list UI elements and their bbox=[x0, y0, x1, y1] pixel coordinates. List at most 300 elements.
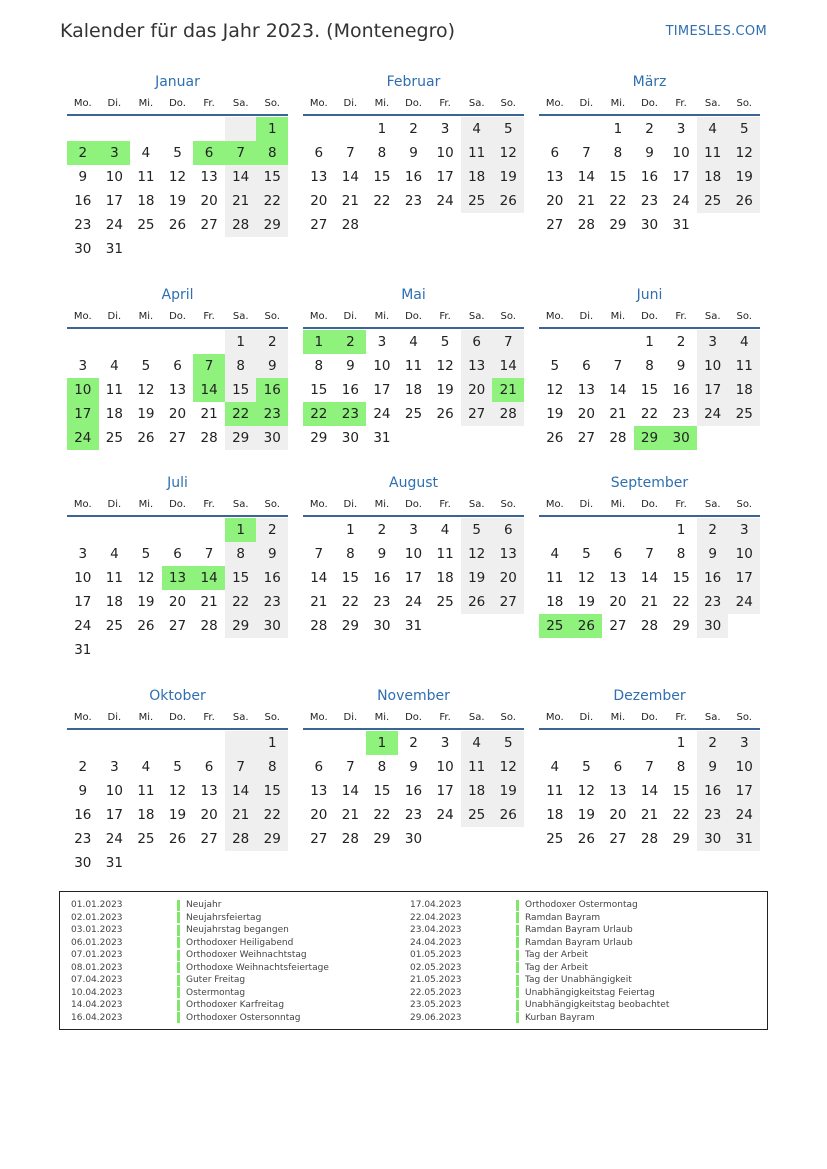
day-cell: 28 bbox=[640, 831, 659, 847]
empty-cell bbox=[225, 731, 257, 755]
week-row bbox=[67, 590, 288, 614]
day-cell: 17 bbox=[436, 783, 454, 799]
day-cell: 18 bbox=[461, 779, 493, 803]
empty-cell bbox=[193, 638, 225, 662]
week-row bbox=[539, 779, 760, 803]
day-cell: 15 bbox=[256, 779, 288, 803]
day-cell: 21 bbox=[310, 594, 328, 610]
day-cell: 15 bbox=[341, 570, 359, 586]
legend-holiday-name: Ramdan Bayram Urlaub bbox=[525, 937, 633, 948]
empty-cell bbox=[303, 117, 335, 141]
day-cell: 3 bbox=[697, 330, 729, 354]
day-cell: 22 bbox=[341, 594, 359, 610]
empty-cell bbox=[130, 638, 162, 662]
day-cell: 25 bbox=[539, 614, 571, 638]
day-cell: 1 bbox=[225, 330, 257, 354]
day-cell: 26 bbox=[571, 614, 603, 638]
empty-cell bbox=[398, 426, 430, 450]
day-cell: 18 bbox=[137, 193, 155, 209]
day-cell: 25 bbox=[105, 618, 123, 634]
day-cell: 30 bbox=[74, 241, 92, 257]
day-cell: 12 bbox=[461, 542, 493, 566]
weekday-label: Sa. bbox=[468, 711, 485, 723]
day-cell: 26 bbox=[461, 590, 493, 614]
day-cell: 28 bbox=[225, 827, 257, 851]
day-cell: 10 bbox=[74, 570, 92, 586]
day-cell: 5 bbox=[582, 546, 591, 562]
day-cell: 18 bbox=[546, 807, 564, 823]
day-cell: 16 bbox=[341, 382, 359, 398]
day-cell: 25 bbox=[105, 430, 123, 446]
day-cell: 20 bbox=[461, 378, 493, 402]
day-cell: 18 bbox=[461, 165, 493, 189]
day-cell: 11 bbox=[137, 169, 155, 185]
weekday-label: Fr. bbox=[439, 97, 451, 109]
empty-cell bbox=[225, 638, 257, 662]
week-row bbox=[539, 755, 760, 779]
week-row bbox=[303, 803, 524, 827]
day-cell: 27 bbox=[609, 831, 627, 847]
day-cell: 21 bbox=[640, 807, 659, 823]
legend-date: 03.01.2023 bbox=[71, 925, 123, 936]
day-cell: 17 bbox=[404, 570, 423, 586]
week-row bbox=[303, 165, 524, 189]
week-row bbox=[67, 354, 288, 378]
day-cell: 1 bbox=[377, 121, 387, 137]
day-cell: 27 bbox=[461, 402, 493, 426]
day-cell: 12 bbox=[168, 169, 187, 185]
legend-date: 01.05.2023 bbox=[410, 950, 462, 961]
day-cell: 6 bbox=[314, 759, 324, 775]
day-cell: 28 bbox=[200, 430, 218, 446]
day-cell: 13 bbox=[162, 566, 194, 590]
empty-cell bbox=[130, 330, 162, 354]
day-cell: 18 bbox=[546, 594, 564, 610]
empty-cell bbox=[492, 614, 524, 638]
day-cell: 11 bbox=[404, 358, 423, 374]
day-cell: 28 bbox=[640, 618, 659, 634]
weekday-label: Mi. bbox=[610, 498, 626, 510]
day-cell: 3 bbox=[409, 522, 418, 538]
day-cell: 6 bbox=[613, 759, 623, 775]
day-cell: 11 bbox=[436, 546, 454, 562]
legend-holiday-name: Guter Freitag bbox=[186, 975, 246, 986]
day-cell: 23 bbox=[640, 193, 659, 209]
week-row bbox=[539, 402, 760, 426]
day-cell: 24 bbox=[697, 402, 729, 426]
day-cell: 11 bbox=[461, 755, 493, 779]
day-cell: 12 bbox=[168, 783, 187, 799]
day-cell: 12 bbox=[728, 141, 760, 165]
day-cell: 8 bbox=[377, 145, 387, 161]
day-cell: 19 bbox=[728, 165, 760, 189]
day-cell: 11 bbox=[546, 570, 564, 586]
day-cell: 16 bbox=[640, 169, 659, 185]
day-cell: 14 bbox=[341, 169, 359, 185]
day-cell: 13 bbox=[461, 354, 493, 378]
day-cell: 8 bbox=[346, 546, 355, 562]
legend-date: 22.04.2023 bbox=[410, 912, 462, 923]
empty-cell bbox=[193, 851, 225, 875]
weekday-label: Do. bbox=[641, 498, 658, 510]
day-cell: 19 bbox=[168, 807, 187, 823]
weekday-label: Mi. bbox=[374, 310, 390, 322]
legend-color-marker bbox=[516, 1012, 519, 1023]
day-cell: 10 bbox=[67, 378, 99, 402]
legend-color-marker bbox=[516, 900, 519, 911]
legend-color-marker bbox=[516, 912, 519, 923]
day-cell: 13 bbox=[609, 570, 627, 586]
month-row bbox=[67, 285, 760, 450]
day-cell: 7 bbox=[193, 354, 225, 378]
day-cell: 12 bbox=[577, 570, 595, 586]
week-row bbox=[303, 518, 524, 542]
day-cell: 30 bbox=[74, 855, 92, 871]
day-cell: 14 bbox=[609, 382, 627, 398]
day-cell: 2 bbox=[645, 121, 654, 137]
weekday-header bbox=[303, 493, 524, 517]
empty-cell bbox=[193, 731, 225, 755]
day-cell: 21 bbox=[609, 406, 627, 422]
week-row bbox=[539, 330, 760, 354]
weekday-label: Mo. bbox=[309, 97, 328, 109]
empty-cell bbox=[99, 330, 131, 354]
legend-date: 14.04.2023 bbox=[71, 1000, 123, 1011]
day-cell: 10 bbox=[728, 755, 760, 779]
day-cell: 19 bbox=[461, 566, 493, 590]
legend-date: 02.01.2023 bbox=[71, 912, 123, 923]
day-cell: 30 bbox=[341, 430, 359, 446]
day-cell: 12 bbox=[137, 570, 155, 586]
day-cell: 2 bbox=[409, 121, 418, 137]
week-row bbox=[303, 566, 524, 590]
day-cell: 28 bbox=[200, 618, 218, 634]
legend-color-marker bbox=[516, 1000, 519, 1011]
holiday-legend bbox=[59, 891, 768, 1030]
legend-column-right bbox=[399, 899, 669, 1024]
week-row bbox=[539, 590, 760, 614]
empty-cell bbox=[130, 117, 162, 141]
month-name: August bbox=[389, 475, 438, 491]
day-cell: 24 bbox=[373, 406, 391, 422]
week-row bbox=[67, 851, 288, 875]
day-cell: 23 bbox=[672, 406, 690, 422]
month-row bbox=[67, 72, 760, 261]
day-cell: 1 bbox=[256, 731, 288, 755]
day-cell: 18 bbox=[436, 570, 454, 586]
empty-cell bbox=[571, 330, 603, 354]
week-row bbox=[67, 542, 288, 566]
week-row bbox=[67, 518, 288, 542]
day-cell: 26 bbox=[436, 406, 454, 422]
day-cell: 1 bbox=[225, 518, 257, 542]
legend-item bbox=[399, 949, 669, 962]
day-cell: 4 bbox=[461, 117, 493, 141]
week-row bbox=[67, 165, 288, 189]
weekday-label: Do. bbox=[169, 97, 186, 109]
week-row bbox=[303, 117, 524, 141]
day-cell: 5 bbox=[440, 334, 450, 350]
empty-cell bbox=[697, 426, 729, 450]
day-cell: 29 bbox=[310, 430, 328, 446]
weekday-label: Do. bbox=[641, 310, 658, 322]
legend-holiday-name: Orthodoxer Ostersonntag bbox=[186, 1012, 301, 1023]
weekday-label: Di. bbox=[343, 711, 358, 723]
day-cell: 1 bbox=[613, 121, 623, 137]
day-cell: 7 bbox=[314, 546, 324, 562]
day-cell: 27 bbox=[492, 590, 524, 614]
day-cell: 29 bbox=[256, 827, 288, 851]
site-link[interactable]: TIMESLES.COM bbox=[665, 24, 767, 39]
empty-cell bbox=[335, 731, 367, 755]
day-cell: 1 bbox=[676, 735, 686, 751]
day-cell: 6 bbox=[193, 141, 225, 165]
day-cell: 20 bbox=[200, 193, 218, 209]
empty-cell bbox=[697, 213, 729, 237]
day-cell: 27 bbox=[577, 430, 595, 446]
legend-item bbox=[60, 899, 329, 912]
day-cell: 1 bbox=[256, 117, 288, 141]
legend-color-marker bbox=[516, 950, 519, 961]
day-cell: 20 bbox=[168, 594, 187, 610]
day-cell: 16 bbox=[697, 779, 729, 803]
week-row bbox=[67, 803, 288, 827]
day-cell: 31 bbox=[404, 618, 423, 634]
legend-color-marker bbox=[516, 925, 519, 936]
day-cell: 11 bbox=[728, 354, 760, 378]
day-cell: 10 bbox=[404, 546, 423, 562]
legend-color-marker bbox=[177, 975, 180, 986]
day-cell: 15 bbox=[225, 378, 257, 402]
legend-holiday-name: Tag der Arbeit bbox=[525, 962, 589, 973]
day-cell: 17 bbox=[74, 594, 92, 610]
week-row bbox=[303, 189, 524, 213]
legend-holiday-name: Orthodoxer Weihnachtstag bbox=[186, 950, 307, 961]
week-row bbox=[539, 803, 760, 827]
empty-cell bbox=[571, 117, 603, 141]
weekday-label: Fr. bbox=[439, 310, 451, 322]
day-cell: 30 bbox=[640, 217, 659, 233]
legend-color-marker bbox=[177, 925, 180, 936]
week-row bbox=[67, 566, 288, 590]
day-cell: 19 bbox=[436, 382, 454, 398]
weekday-label: Mo. bbox=[73, 498, 92, 510]
weekday-label: So. bbox=[736, 498, 752, 510]
day-cell: 26 bbox=[546, 430, 564, 446]
day-cell: 5 bbox=[492, 731, 524, 755]
day-cell: 9 bbox=[697, 755, 729, 779]
day-cell: 16 bbox=[74, 193, 92, 209]
empty-cell bbox=[256, 237, 288, 261]
weekday-label: Mo. bbox=[309, 498, 328, 510]
day-cell: 1 bbox=[366, 731, 398, 755]
day-cell: 22 bbox=[225, 590, 257, 614]
weekday-header bbox=[67, 493, 288, 517]
weekday-label: Do. bbox=[405, 711, 422, 723]
day-cell: 5 bbox=[582, 759, 591, 775]
day-cell: 28 bbox=[341, 831, 359, 847]
day-cell: 13 bbox=[200, 783, 218, 799]
day-cell: 30 bbox=[697, 827, 729, 851]
weekday-header bbox=[303, 706, 524, 730]
empty-cell bbox=[162, 851, 194, 875]
day-cell: 8 bbox=[314, 358, 324, 374]
day-cell: 26 bbox=[577, 831, 595, 847]
legend-date: 07.01.2023 bbox=[71, 950, 123, 961]
day-cell: 8 bbox=[377, 759, 387, 775]
day-cell: 24 bbox=[672, 193, 690, 209]
empty-cell bbox=[256, 851, 288, 875]
month-block bbox=[303, 686, 524, 875]
day-cell: 25 bbox=[404, 406, 423, 422]
day-cell: 4 bbox=[141, 145, 151, 161]
empty-cell bbox=[602, 731, 634, 755]
weekday-label: Fr. bbox=[675, 97, 687, 109]
weekday-label: Fr. bbox=[675, 711, 687, 723]
day-cell: 14 bbox=[640, 570, 659, 586]
day-cell: 11 bbox=[105, 382, 123, 398]
day-cell: 1 bbox=[645, 334, 654, 350]
day-cell: 3 bbox=[78, 546, 88, 562]
day-cell: 7 bbox=[613, 358, 623, 374]
day-cell: 7 bbox=[582, 145, 591, 161]
weekday-label: Do. bbox=[405, 97, 422, 109]
weekday-header bbox=[539, 706, 760, 730]
day-cell: 20 bbox=[577, 406, 595, 422]
legend-holiday-name: Tag der Arbeit bbox=[525, 950, 589, 961]
weekday-label: Mo. bbox=[73, 97, 92, 109]
week-row bbox=[67, 827, 288, 851]
legend-item bbox=[60, 1012, 329, 1025]
day-cell: 21 bbox=[577, 193, 595, 209]
week-row bbox=[67, 117, 288, 141]
weekday-header bbox=[67, 706, 288, 730]
empty-cell bbox=[130, 851, 162, 875]
day-cell: 13 bbox=[310, 169, 328, 185]
weekday-label: Mo. bbox=[545, 711, 564, 723]
weekday-label: So. bbox=[736, 310, 752, 322]
legend-date: 21.05.2023 bbox=[410, 975, 462, 986]
day-cell: 9 bbox=[645, 145, 654, 161]
empty-cell bbox=[193, 330, 225, 354]
day-cell: 6 bbox=[582, 358, 591, 374]
day-cell: 12 bbox=[436, 358, 454, 374]
day-cell: 16 bbox=[74, 807, 92, 823]
day-cell: 15 bbox=[373, 169, 391, 185]
day-cell: 3 bbox=[440, 735, 450, 751]
empty-cell bbox=[492, 213, 524, 237]
day-cell: 20 bbox=[200, 807, 218, 823]
day-cell: 31 bbox=[74, 642, 92, 658]
legend-date: 29.06.2023 bbox=[410, 1012, 462, 1023]
day-cell: 30 bbox=[256, 426, 288, 450]
day-cell: 16 bbox=[404, 169, 423, 185]
day-cell: 25 bbox=[137, 831, 155, 847]
day-cell: 7 bbox=[645, 759, 654, 775]
day-cell: 27 bbox=[546, 217, 564, 233]
page-title: Kalender für das Jahr 2023. (Montenegro) bbox=[60, 20, 456, 42]
day-cell: 15 bbox=[256, 165, 288, 189]
day-cell: 27 bbox=[200, 831, 218, 847]
weekday-label: Sa. bbox=[704, 97, 721, 109]
week-row bbox=[67, 426, 288, 450]
empty-cell bbox=[539, 518, 571, 542]
week-row bbox=[67, 402, 288, 426]
month-name: Mai bbox=[401, 287, 426, 303]
month-name: Oktober bbox=[149, 688, 206, 704]
day-cell: 3 bbox=[728, 731, 760, 755]
day-cell: 31 bbox=[373, 430, 391, 446]
empty-cell bbox=[728, 614, 760, 638]
day-cell: 22 bbox=[672, 594, 690, 610]
day-cell: 31 bbox=[728, 827, 760, 851]
day-cell: 22 bbox=[256, 189, 288, 213]
day-cell: 23 bbox=[256, 590, 288, 614]
day-cell: 4 bbox=[110, 358, 119, 374]
day-cell: 14 bbox=[193, 378, 225, 402]
day-cell: 21 bbox=[200, 406, 218, 422]
week-row bbox=[539, 542, 760, 566]
day-cell: 10 bbox=[373, 358, 391, 374]
weekday-label: Fr. bbox=[203, 97, 215, 109]
empty-cell bbox=[162, 237, 194, 261]
day-cell: 14 bbox=[225, 165, 257, 189]
week-row bbox=[67, 213, 288, 237]
empty-cell bbox=[461, 213, 493, 237]
legend-holiday-name: Ramdan Bayram bbox=[525, 912, 601, 923]
weekday-label: Di. bbox=[107, 711, 122, 723]
day-cell: 3 bbox=[728, 518, 760, 542]
day-cell: 2 bbox=[335, 330, 367, 354]
weekday-label: Mo. bbox=[545, 498, 564, 510]
legend-date: 01.01.2023 bbox=[71, 900, 123, 911]
week-row bbox=[67, 237, 288, 261]
day-cell: 5 bbox=[141, 546, 151, 562]
empty-cell bbox=[539, 731, 571, 755]
day-cell: 20 bbox=[492, 566, 524, 590]
weekday-label: Do. bbox=[169, 711, 186, 723]
day-cell: 4 bbox=[461, 731, 493, 755]
day-cell: 16 bbox=[404, 783, 423, 799]
legend-color-marker bbox=[177, 912, 180, 923]
legend-item bbox=[60, 999, 329, 1012]
day-cell: 8 bbox=[613, 145, 623, 161]
weekday-label: So. bbox=[264, 97, 280, 109]
legend-item bbox=[60, 912, 329, 925]
weekday-label: Fr. bbox=[439, 711, 451, 723]
day-cell: 18 bbox=[728, 378, 760, 402]
legend-date: 10.04.2023 bbox=[71, 987, 123, 998]
legend-holiday-name: Unabhängigkeitstag beobachtet bbox=[525, 1000, 670, 1011]
empty-cell bbox=[429, 213, 461, 237]
month-block bbox=[303, 285, 524, 450]
day-cell: 6 bbox=[461, 330, 493, 354]
day-cell: 2 bbox=[697, 731, 729, 755]
day-cell: 12 bbox=[546, 382, 564, 398]
weekday-label: Sa. bbox=[704, 498, 721, 510]
week-row bbox=[303, 542, 524, 566]
day-cell: 31 bbox=[105, 855, 123, 871]
week-row bbox=[67, 141, 288, 165]
month-block bbox=[67, 72, 288, 261]
day-cell: 8 bbox=[225, 542, 257, 566]
month-row bbox=[67, 473, 760, 662]
day-cell: 17 bbox=[67, 402, 99, 426]
day-cell: 16 bbox=[256, 378, 288, 402]
legend-item bbox=[399, 987, 669, 1000]
day-cell: 30 bbox=[404, 831, 423, 847]
legend-color-marker bbox=[516, 975, 519, 986]
